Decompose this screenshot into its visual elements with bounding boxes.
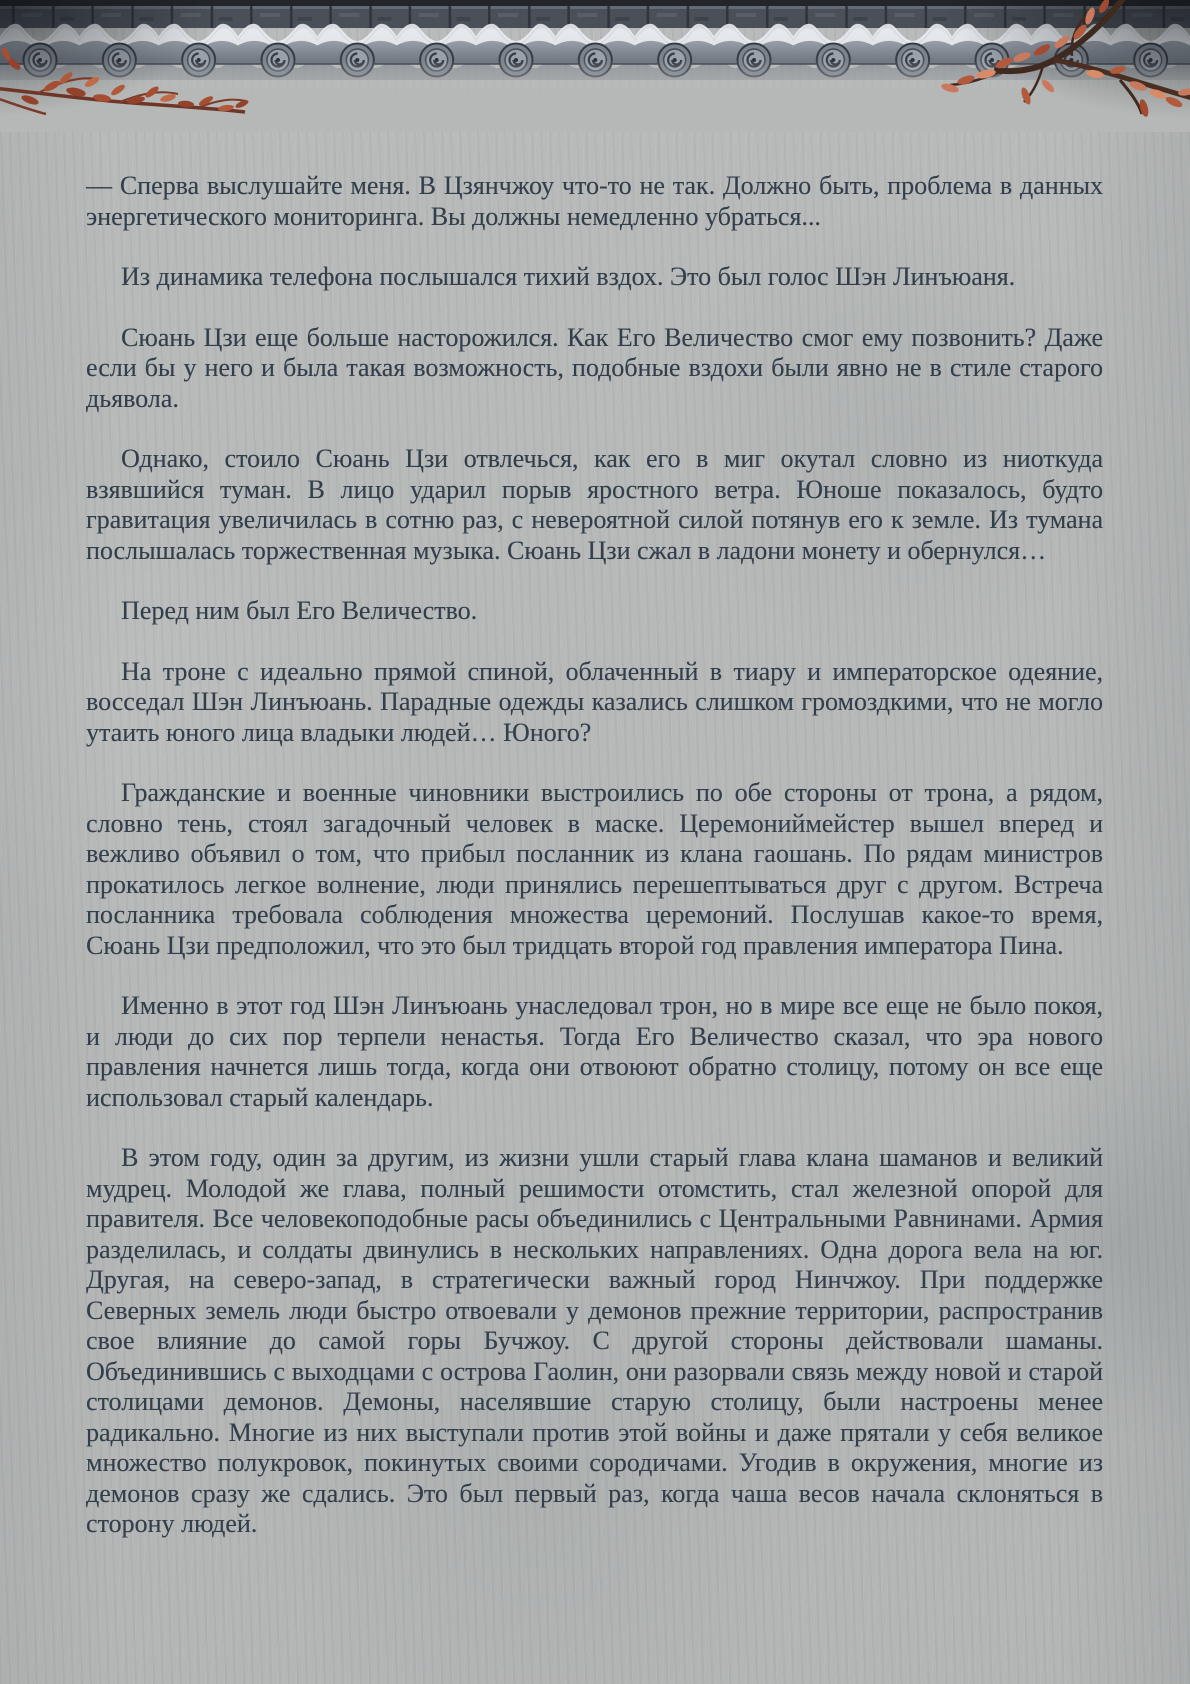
paragraph: На троне с идеально прямой спиной, облаченный в тиару и императорское одеяние, восседал Шэн Линъюань. Парадные одежды казались слишком громоздкими, что не могло утаить юного лица владыки людей… Юного? (86, 656, 1103, 747)
paragraph: Сюань Цзи еще больше насторожился. Как Его Величество смог ему позвонить? Даже если бы у него и была такая возможность, подобные вздохи были явно не в стиле старого дьявола. (86, 322, 1103, 413)
paragraph: Однако, стоило Сюань Цзи отвлечься, как его в миг окутал словно из ниоткуда взявшийся туман. В лицо ударил порыв яростного ветра. Юноше показалось, будто гравитация увеличилась в сотню раз, с невероятной силой потянув его к земле. Из тумана послышалась торжественная музыка. Сюань Цзи сжал в ладони монету и обернулся… (86, 444, 1103, 565)
paragraph: В этом году, один за другим, из жизни ушли старый глава клана шаманов и великий мудрец. Молодой же глава, полный решимости отомстить, стал железной опорой для правителя. Все человекоподобные расы объединились с Центральными Равнинами. Армия разделилась, и солдаты двинулись в нескольких направлениях. Одна дорога вела на юг. Другая, на северо-запад, в стратегически важный город Нинчжоу. При поддержке Северных земель люди быстро отвоевали у демонов прежние территории, распространив свое влияние до самой горы Бучжоу. С другой стороны действовали шаманы. Объединившись с выходцами с острова Гаолин, они разорвали связь между новой и старой столицами демонов. Демоны, населявшие старую столицу, были настроены менее радикально. Многие из них выступали против этой войны и даже прятали у себя великое множество полукровок, покинутых своими сородичами. Угодив в окружения, многие из демонов сразу же сдались. Это был первый раз, когда чаша весов начала склоняться в сторону людей. (86, 1143, 1103, 1538)
paragraph: Перед ним был Его Величество. (121, 596, 478, 625)
paragraph: Именно в этот год Шэн Линъюань унаследовал трон, но в мире все еще не было покоя, и люди до сих пор терпели ненастья. Тогда Его Величество сказал, что эра нового правления начнется лишь тогда, когда они отвоюют обратно столицу, потому он все еще использовал старый календарь. (86, 991, 1103, 1112)
paragraph: Гражданские и военные чиновники выстроились по обе стороны от трона, а рядом, словно тень, стоял загадочный человек в маске. Церемониймейстер вышел вперед и вежливо объявил о том, что прибыл посланник из клана гаошань. По рядам министров прокатилось легкое волнение, люди принялись перешептываться друг с другом. Встреча посланника требовала соблюдения множества церемоний. Послушав какое-то время, Сюань Цзи предположил, что это был тридцать второй год правления императора Пина. (86, 778, 1103, 960)
paragraph: Из динамика телефона послышался тихий вздох. Это был голос Шэн Линъюаня. (121, 262, 1016, 291)
paragraph: — Сперва выслушайте меня. В Цзянчжоу что-то не так. Должно быть, проблема в данных энергетического мониторинга. Вы должны немедленно убраться... (86, 171, 1103, 231)
